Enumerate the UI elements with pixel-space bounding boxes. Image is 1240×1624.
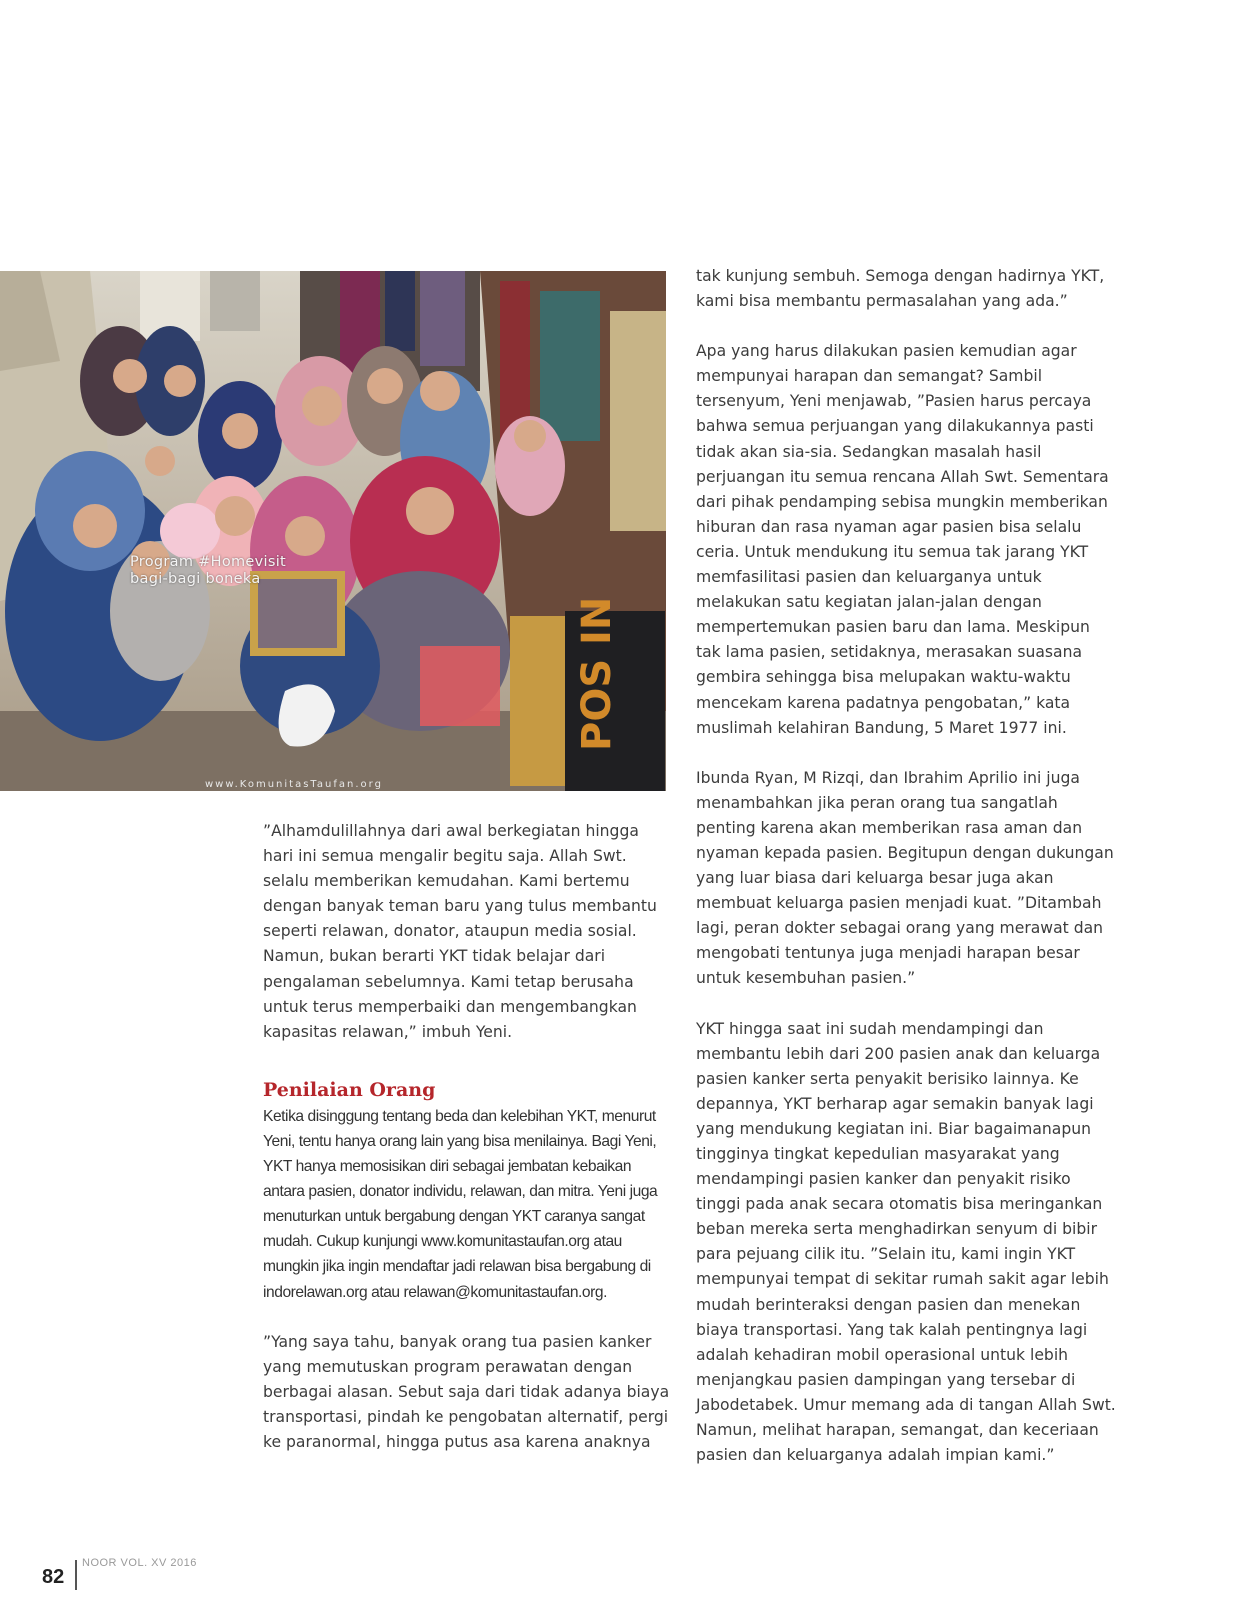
right-paragraph-1: tak kunjung sembuh. Semoga dengan hadirnya YKT, kami bisa membantu permasalahan yang ada.” [696,267,1105,311]
left-paragraph-2: Ketika disinggung tentang beda dan kelebihan YKT, menurut Yeni, tentu hanya orang lain yang bisa menilainya. Bagi Yeni, YKT hanya memosisikan diri sebagai jembatan kebaikan antara pasien, donator individu, relawan, dan mitra. Yeni juga menuturkan untuk bergabung dengan YKT caranya sangat mudah. Cukup kunjungi www.komunitastaufan.org atau mungkin jika ingin mendaftar jadi relawan bisa bergabung di indorelawan.org atau relawan@komunitastaufan.org. [263,1107,658,1301]
section-heading: Penilaian Orang [263,1078,436,1101]
page-number: 82 [42,1566,65,1588]
left-paragraph-1: ”Alhamdulillahnya dari awal berkegiatan hingga hari ini semua mengalir begitu saja. Allah Swt. selalu memberikan kemudahan. Kami bertemu dengan banyak teman baru yang tulus membantu seperti relawan, donator, ataupun media sosial. Namun, bukan berarti YKT tidak belajar dari pengalaman sebelumnya. Kami tetap berusaha untuk terus memperbaiki dan mengembangkan kapasitas relawan,” imbuh Yeni. [263,822,657,1041]
left-paragraph-3: ”Yang saya tahu, banyak orang tua pasien kanker yang memutuskan program perawatan dengan berbagai alasan. Sebut saja dari tidak adanya biaya transportasi, pindah ke pengobatan alternatif, pergi ke paranormal, hingga putus asa karena anaknya [263,1332,670,1451]
caption-line-2: bagi-bagi boneka [130,571,261,587]
publication-label: NOOR VOL. XV 2016 [82,1557,197,1569]
photo-caption [130,554,286,588]
right-paragraph-3: Ibunda Ryan, M Rizqi, dan Ibrahim Aprilio ini juga menambahkan jika peran orang tua sangatlah penting karena akan memberikan rasa aman dan nyaman kepada pasien. Begitupun dengan dukungan yang luar biasa dari keluarga besar juga akan membuat keluarga pasien menjadi kuat. ”Ditambah lagi, peran dokter sebagai orang yang merawat dan mengobati tentunya juga menjadi harapan besar untuk kesembuhan pasien.” [696,768,1114,988]
sign-text: POS IN [574,596,620,751]
article-photo [0,271,666,791]
caption-line-1: Program #Homevisit [130,554,287,570]
photo-watermark: www.KomunitasTaufan.org [205,779,383,790]
right-column [696,264,1116,1468]
right-paragraph-4: YKT hingga saat ini sudah mendampingi dan membantu lebih dari 200 pasien anak dan keluarga pasien kanker serta penyakit berisiko lainnya. Ke depannya, YKT berharap agar semakin banyak lagi yang mendukung kegiatan ini. Biar bagaimanapun tingginya tingkat kepedulian masyarakat yang mendampingi pasien kanker dan penyakit risiko tinggi pada anak secara otomatis bisa meringankan beban mereka serta menghadirkan senyum di bibir para pejuang cilik itu. ”Selain itu, kami ingin YKT mempunyai tempat di sekitar rumah sakit agar lebih mudah berinteraksi dengan pasien dan menekan biaya transportasi. Yang tak kalah pentingnya lagi adalah kehadiran mobil operasional untuk lebih menjangkau pasien dampingan yang tersebar di Jabodetabek. Umur memang ada di tangan Allah Swt. Namun, melihat harapan, semangat, dan keceriaan pasien dan keluarganya adalah impian kami.” [696,1019,1116,1465]
left-column [263,819,673,1455]
footer-divider [75,1560,77,1590]
right-paragraph-2: Apa yang harus dilakukan pasien kemudian agar mempunyai harapan dan semangat? Sambil tersenyum, Yeni menjawab, ”Pasien harus percaya bahwa semua perjuangan yang dilakukannya pasti tidak akan sia-sia. Sedangkan masalah hasil perjuangan itu semua rencana Allah Swt. Sementara dari pihak pendamping sebisa mungkin memberikan hiburan dan rasa nyaman agar pasien bisa selalu ceria. Untuk mendukung itu semua tak jarang YKT memfasilitasi pasien dan keluarganya untuk melakukan satu kegiatan jalan-jalan dengan mempertemukan pasien baru dan lama. Meskipun tak lama pasien, setidaknya, merasakan suasana gembira sehingga bisa melupakan waktu-waktu mencekam karena padatnya pengobatan,” kata muslimah kelahiran Bandung, 5 Maret 1977 ini. [696,342,1109,737]
